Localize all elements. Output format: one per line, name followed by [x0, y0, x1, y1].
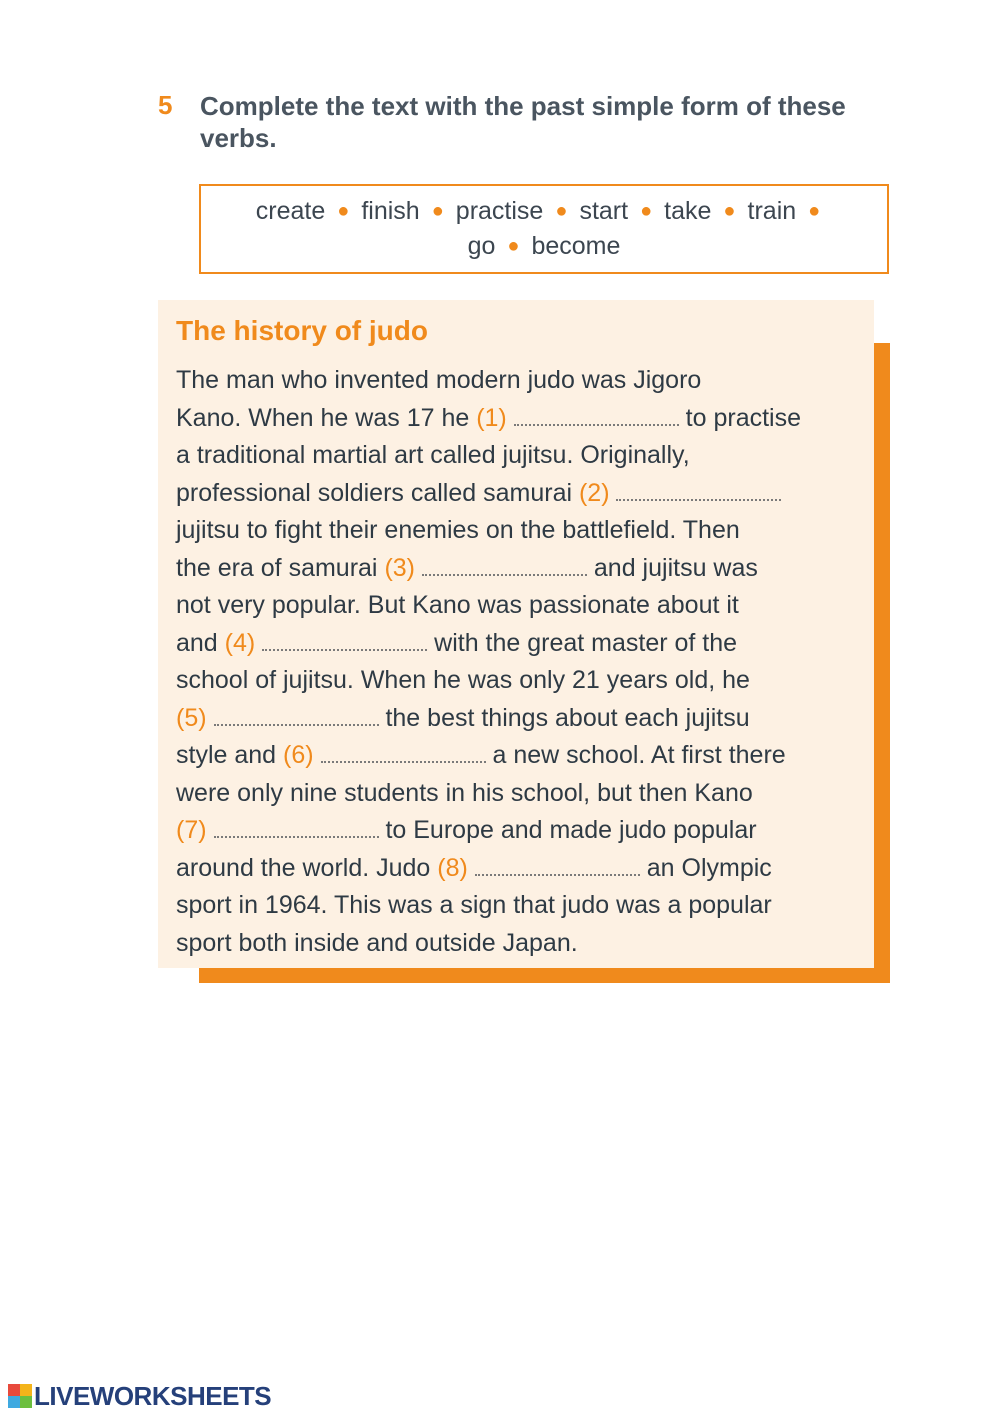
word-train: train — [747, 197, 797, 225]
exercise-number: 5 — [158, 90, 173, 120]
reading-text-segment: with the great master of the — [427, 628, 738, 657]
reading-text-segment: and — [176, 628, 225, 657]
word-start: start — [579, 197, 629, 225]
reading-text-segment: an Olympic — [639, 853, 772, 882]
reading-line — [176, 512, 866, 550]
bullet-dot-icon: ● — [640, 200, 653, 222]
reading-text-segment: were only nine students in his school, but then Kano — [176, 778, 753, 807]
reading-line — [176, 737, 866, 775]
word-box-line-2 — [468, 229, 621, 264]
gap-number: (2) — [578, 478, 610, 507]
bullet-dot-icon: ● — [555, 200, 568, 222]
reading-line — [176, 925, 866, 963]
answer-blank[interactable] — [262, 637, 427, 651]
reading-text-segment — [314, 741, 321, 769]
reading-line — [176, 812, 866, 850]
reading-panel — [158, 300, 874, 968]
answer-blank[interactable] — [616, 487, 781, 501]
reading-text-segment — [610, 479, 617, 507]
reading-text — [176, 362, 866, 962]
bullet-dot-icon: ● — [723, 200, 736, 222]
reading-line — [176, 662, 866, 700]
reading-text-segment — [255, 629, 262, 657]
gap-number: (3) — [384, 553, 415, 582]
word-become: become — [531, 232, 621, 260]
reading-line — [176, 587, 866, 625]
reading-text-segment: the era of samurai — [176, 553, 385, 582]
reading-text-segment: around the world. Judo — [176, 853, 438, 882]
gap-number: (8) — [437, 853, 468, 882]
reading-text-segment: a new school. At first there — [485, 741, 786, 769]
reading-line — [176, 887, 866, 925]
word-take: take — [664, 197, 712, 225]
answer-blank[interactable] — [475, 862, 640, 876]
word-finish: finish — [361, 197, 420, 225]
reading-text-segment — [207, 816, 214, 844]
reading-text-segment: to Europe and made judo popular — [378, 816, 757, 844]
reading-text-segment: jujitsu to fight their enemies on the battlefield. Then — [176, 516, 740, 544]
word-box — [199, 184, 889, 274]
reading-text-segment: not very popular. But Kano was passionate about it — [176, 591, 739, 619]
footer-brand — [8, 1381, 271, 1411]
bullet-dot-icon: ● — [431, 200, 444, 222]
bullet-dot-icon: ● — [808, 200, 821, 222]
answer-blank[interactable] — [514, 412, 679, 426]
reading-line — [176, 400, 866, 438]
reading-line — [176, 362, 866, 400]
reading-text-segment — [207, 704, 214, 732]
reading-text-segment — [507, 404, 514, 432]
gap-number: (6) — [283, 741, 314, 769]
gap-number: (5) — [176, 703, 207, 732]
reading-text-segment: school of jujitsu. When he was only 21 years old, he — [176, 666, 750, 694]
reading-text-segment — [415, 554, 422, 582]
reading-text-segment: Kano. When he was 17 he — [176, 403, 477, 432]
bullet-dot-icon: ● — [337, 200, 350, 222]
brand-name: LIVEWORKSHEETS — [34, 1380, 272, 1411]
word-box-line-1 — [256, 194, 833, 229]
gap-number: (4) — [224, 628, 256, 657]
gap-number: (1) — [476, 403, 507, 432]
word-practise: practise — [455, 197, 544, 225]
exercise-instruction: Complete the text with the past simple form of these verbs. — [200, 91, 846, 153]
gap-number: (7) — [176, 816, 207, 844]
reading-line — [176, 775, 866, 813]
word-create: create — [255, 197, 326, 225]
reading-text-segment: The man who invented modern judo was Jigoro — [176, 366, 702, 394]
reading-text-segment — [468, 854, 475, 882]
reading-text-segment: and jujitsu was — [586, 553, 758, 582]
reading-line — [176, 475, 866, 513]
answer-blank[interactable] — [214, 712, 379, 726]
word-go: go — [467, 232, 496, 260]
answer-blank[interactable] — [321, 749, 486, 763]
reading-text-segment: style and — [176, 741, 284, 769]
reading-title: The history of judo — [176, 315, 428, 346]
reading-line — [176, 625, 866, 663]
reading-text-segment: professional soldiers called samurai — [176, 478, 579, 507]
reading-text-segment: sport in 1964. This was a sign that judo was a popular — [176, 891, 772, 919]
reading-text-segment: to practise — [678, 403, 801, 432]
reading-text-segment: the best things about each jujitsu — [378, 703, 750, 732]
bullet-dot-icon: ● — [507, 235, 520, 257]
reading-line — [176, 437, 866, 475]
reading-text-segment: a traditional martial art called jujitsu. Originally, — [176, 441, 690, 469]
reading-line — [176, 850, 866, 888]
liveworksheets-logo-icon — [8, 1384, 32, 1408]
answer-blank[interactable] — [214, 824, 379, 838]
answer-blank[interactable] — [422, 562, 587, 576]
reading-text-segment: sport both inside and outside Japan. — [176, 928, 578, 957]
reading-line — [176, 700, 866, 738]
reading-line — [176, 550, 866, 588]
